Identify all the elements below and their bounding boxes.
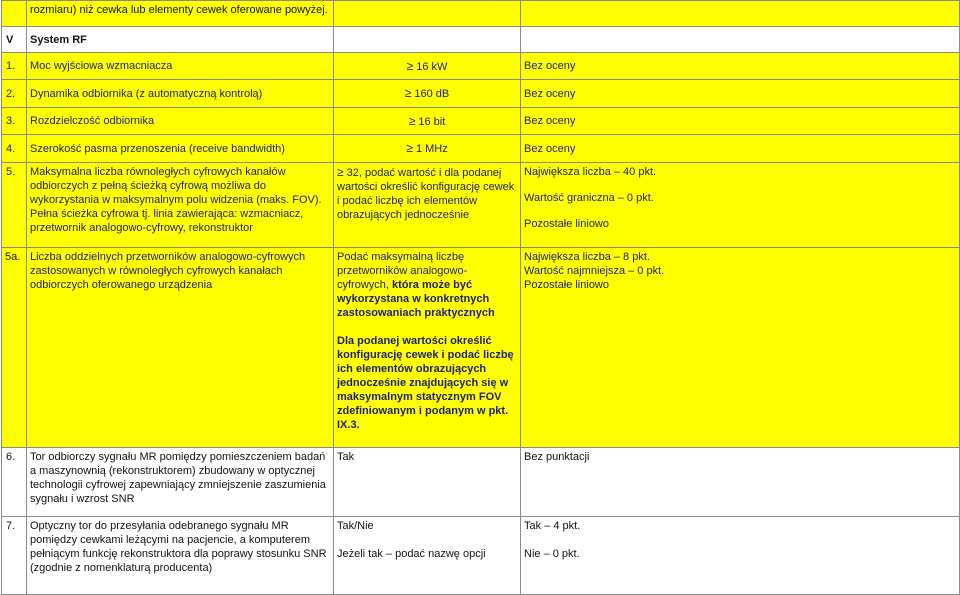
spec-table [1,0,960,595]
row-description: Rozdzielczość odbiornika [27,108,334,135]
section-header-row [2,27,960,53]
row-number: 3. [2,108,27,135]
row-description: Szerokość pasma przenoszenia (receive bandwidth) [27,135,334,163]
row-description: rozmiaru) niż cewka lub elementy cewek oferowane powyżej. [27,1,334,27]
score-line: Największa liczba – 8 pkt. [524,251,650,263]
row-requirement: ≥ 16 bit [334,108,521,135]
score-line: Wartość najmniejsza – 0 pkt. [524,265,665,277]
row-score: Bez oceny [521,108,960,135]
row-description: Moc wyjściowa wzmacniacza [27,53,334,80]
score-line: Nie – 0 pkt. [524,548,580,560]
row-number: 6. [2,448,27,517]
ge-symbol: ≥ [337,165,344,179]
table-row [2,108,960,135]
row-score: Bez oceny [521,135,960,163]
row-number: 7. [2,517,27,595]
row-number: 1. [2,53,27,80]
row-score: Bez oceny [521,53,960,80]
row-requirement: Tak [334,448,521,517]
table-row [2,248,960,448]
row-number [2,1,27,27]
table-row [2,80,960,108]
section-title: System RF [27,27,334,53]
ge-symbol: ≥ [406,141,413,155]
table-row [2,53,960,80]
row-requirement: Podać maksymalną liczbę przetworników analogowo-cyfrowych, która może być wykorzystana w konkretnych zastosowaniach praktycznych Dla podanej wartości określić konfigurację cewek i podać liczbę ich elementów obrazujących jednocześnie znajdujących się w maksymalnym statycznym FOV zdefiniowanym i podanym w pkt. IX.3. [334,248,521,448]
score-line: Pozostałe liniowo [524,218,609,230]
ge-symbol: ≥ [404,86,412,100]
row-description: Dynamika odbiornika (z automatyczną kontrolą) [27,80,334,108]
row-requirement: ≥ 160 dB [334,80,521,108]
row-description: Maksymalna liczba równoległych cyfrowych kanałów odbiorczych z pełną ścieżką cyfrową możliwa do wykorzystania w maksymalnym polu widzenia (maks. FOV). Pełna ścieżka cyfrowa tj. linia zawierająca: wzmacniacz, przetwornik analogowo-cyfrowy, rekonstruktor [27,163,334,248]
row-number: 4. [2,135,27,163]
table-row [2,517,960,595]
score-line: Największa liczba – 40 pkt. [524,166,657,178]
table-row [2,135,960,163]
row-number: 5. [2,163,27,248]
ge-symbol: ≥ [406,58,414,73]
row-description: Liczba oddzielnych przetworników analogowo-cyfrowych zastosowanych w równoległych cyfrowych kanałach odbiorczych oferowanego urządzenia [27,248,334,448]
row-score [521,517,960,595]
score-line: Tak – 4 pkt. [524,520,581,532]
score-line: Wartość graniczna – 0 pkt. [524,192,654,204]
row-requirement: ≥ 16 kW [334,53,521,80]
row-score: Bez oceny [521,80,960,108]
table-row [2,163,960,248]
row-description: Optyczny tor do przesyłania odebranego sygnału MR pomiędzy cewkami leżącymi na pacjencie, a komputerem pełniącym funkcję rekonstruktora dla poprawy stosunku SNR (zgodnie z nomenklaturą producenta) [27,517,334,595]
table-row [2,1,960,27]
row-score: Bez punktacji [521,448,960,517]
row-requirement: ≥ 1 MHz [334,135,521,163]
row-requirement: ≥ 32, podać wartość i dla podanej wartości określić konfigurację cewek i podać liczbę ich elementów obrazujących jednocześnie [334,163,521,248]
table-row [2,448,960,517]
row-score [521,248,960,448]
row-requirement: Tak/Nie Jeżeli tak – podać nazwę opcji [334,517,521,595]
row-number: 2. [2,80,27,108]
row-score [521,163,960,248]
row-number: 5a. [2,248,27,448]
row-description: Tor odbiorczy sygnału MR pomiędzy pomieszczeniem badań a maszynownią (rekonstruktorem) zbudowany w optycznej technologii cyfrowej zapewniający zmniejszenie zaszumienia sygnału i wzrost SNR [27,448,334,517]
ge-symbol: ≥ [408,113,416,128]
score-line: Pozostałe liniowo [524,279,609,291]
section-number: V [2,27,27,53]
